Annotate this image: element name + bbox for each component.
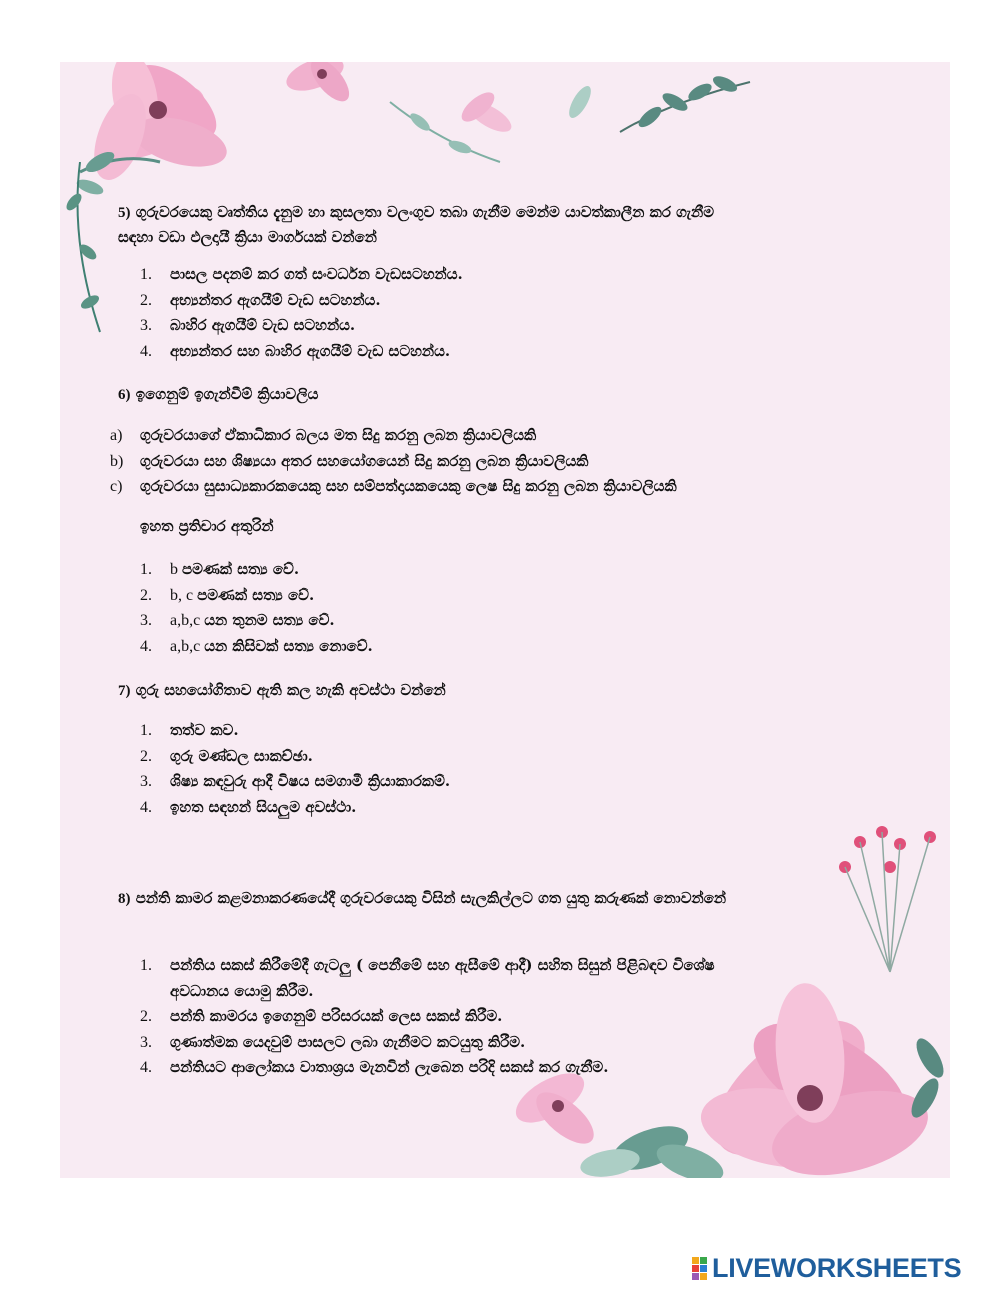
option[interactable]: 3. a,b,c යන තුනම සත්‍ය වේ.	[140, 611, 335, 629]
option[interactable]: 4. පන්තියට ආලෝකය වාතාශ්‍රය මැනවින් ලැබෙන පරිදි සකස් කර ගැනීම.	[140, 1058, 609, 1076]
liveworksheets-logo[interactable]	[692, 1252, 992, 1284]
question-text: ගුරුවරයෙකු වෘත්තිය දැනුම හා කුසලතා වලංගුව තබා ගැනීම මෙන්ම යාවත්කාලීන කර ගැනීම	[135, 203, 714, 221]
option[interactable]: 1. b පමණක් සත්‍ය වේ.	[140, 560, 300, 578]
question-8-options	[140, 953, 860, 1081]
option[interactable]: 1. පන්තිය සකස් කිරීමේදී ගැටලු ( පෙනීමේ සහ ඇසීමේ ආදී) සහිත සිසුන් පිළිබඳව විශේෂ අවධානය යොමු කිරීම.	[140, 956, 715, 1000]
quiz-content	[60, 62, 950, 1178]
question-number: 8)	[118, 891, 131, 907]
statement: b) ගුරුවරයා සහ ශිෂ්‍යයා අතර සහයෝගයෙන් සිදු කරනු ලබන ක්‍රියාවලියකි	[110, 451, 589, 470]
question-number: 6)	[118, 387, 131, 403]
instruction-text: ඉහත ප්‍රතිචාර අතුරින්	[140, 517, 274, 535]
statement: a) ගුරුවරයාගේ ඒකාධිකාර බලය මත සිදු කරනු ලබන ක්‍රියාවලියකි	[110, 426, 537, 444]
question-6	[118, 382, 318, 407]
option[interactable]: 2. b, c පමණක් සත්‍ය වේ.	[140, 585, 315, 604]
option[interactable]: 4. ඉහත සඳහන් සියලුම අවස්ථා.	[140, 797, 357, 816]
option[interactable]: 3. ශිෂ්‍ය කඳවුරු ආදී විෂය සමගාමී ක්‍රියාකාරකම්.	[140, 772, 451, 790]
option[interactable]: 2. පන්ති කාමරය ඉගෙනුම් පරිසරයක් ලෙස සකස් කිරීම.	[140, 1007, 503, 1025]
question-number: 7)	[118, 683, 131, 699]
option[interactable]: 1. තත්ව කව.	[140, 721, 239, 739]
question-6-statements	[110, 423, 677, 500]
question-7	[118, 678, 446, 703]
option[interactable]: 3. බාහිර ඇගයීම් වැඩ සටහන්ය.	[140, 316, 356, 334]
option[interactable]: 2. ගුරු මණ්ඩල සාකච්ඡා.	[140, 746, 313, 765]
question-5-options	[140, 262, 463, 364]
question-text: පන්ති කාමර කළමනාකරණයේදී ගුරුවරයෙකු විසින් සැලකිල්ලට ගත යුතු කරුණක් නොවන්නේ	[135, 889, 727, 907]
option[interactable]: 3. ගුණාත්මක යෙදවුම් පාසලට ලබා ගැනීමට කටයුතු කිරීම.	[140, 1032, 526, 1051]
option[interactable]: 1. පාසල පදනම් කර ගත් සංවර්ධන වැඩසටහන්ය.	[140, 265, 463, 283]
question-text: ඉගෙනුම් ඉගැන්වීම් ක්‍රියාවලිය	[135, 385, 319, 403]
question-8	[118, 886, 938, 911]
question-number: 5)	[118, 205, 131, 221]
statement: c) ගුරුවරයා සුසාධ්‍යකාරකයෙකු සහ සම්පත්දායකයෙකු ලෙෂ සිදු කරනු ලබන ක්‍රියාවලියකි	[110, 477, 677, 495]
question-text: ගුරු සහයෝගිතාව ඇති කල හැකි අවස්ථා වන්නේ	[135, 681, 446, 699]
question-6-options	[140, 557, 373, 659]
option[interactable]: 2. අභ්‍යන්තර ඇගයීම් වැඩ සටහන්ය.	[140, 290, 381, 309]
question-text-cont: සඳහා වඩා ඵලදායී ක්‍රියා මාර්ගයක් වන්නේ	[118, 228, 377, 246]
question-7-options	[140, 718, 450, 820]
logo-text: LIVEWORKSHEETS	[712, 1252, 962, 1283]
worksheet-page	[60, 62, 950, 1178]
option[interactable]: 4. a,b,c යන කිසිවක් සත්‍ය නොවේ.	[140, 636, 373, 655]
logo-icon	[692, 1257, 708, 1279]
question-5	[118, 200, 918, 249]
option[interactable]: 4. අභ්‍යන්තර සහ බාහිර ඇගයීම් වැඩ සටහන්ය.	[140, 341, 451, 360]
